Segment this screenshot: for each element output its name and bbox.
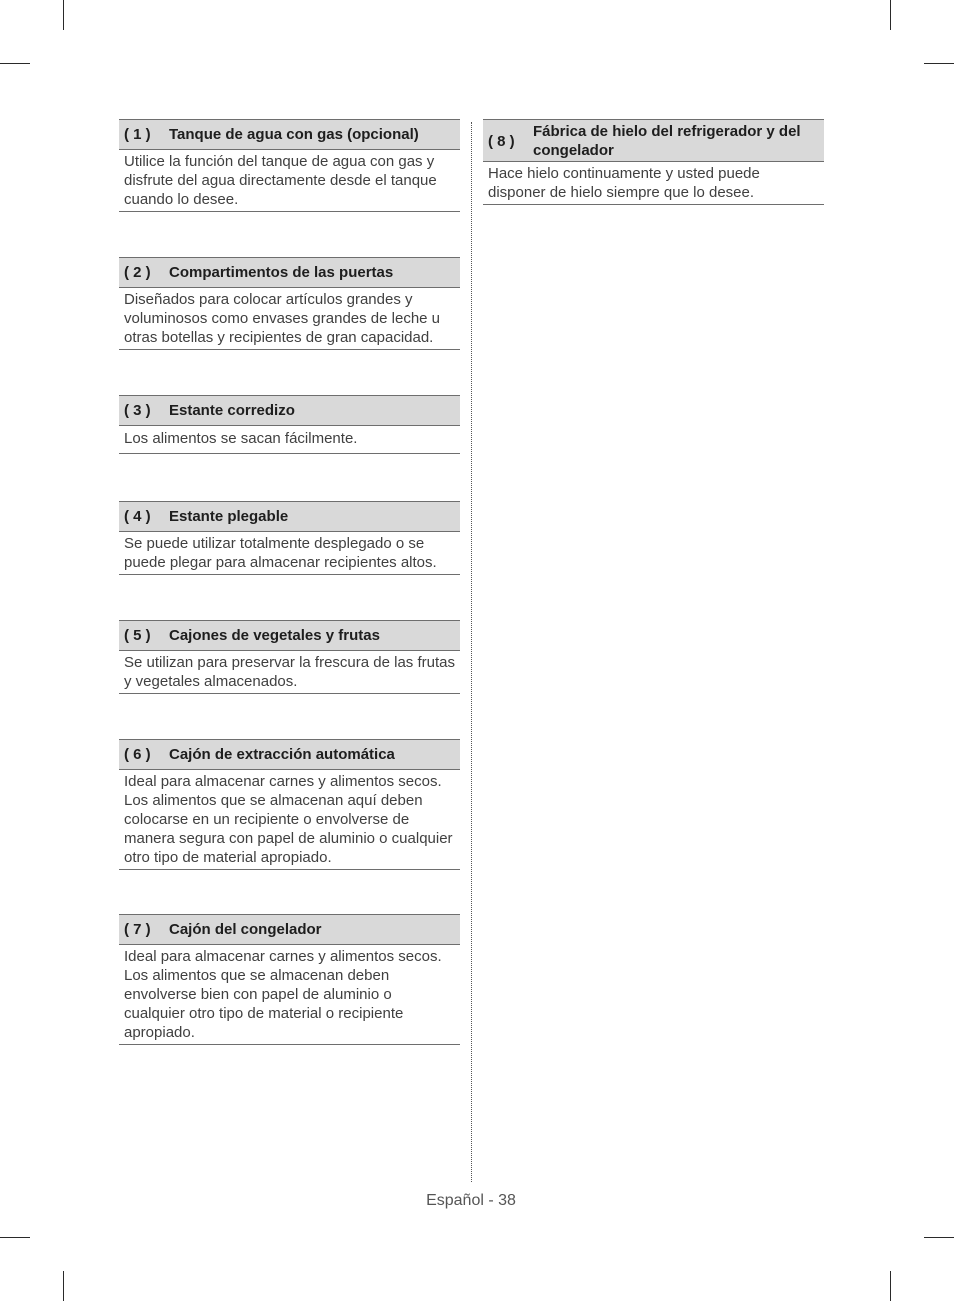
section-body: Los alimentos se sacan fácilmente. — [119, 426, 460, 454]
section-4 — [119, 501, 460, 575]
section-number: ( 3 ) — [124, 402, 151, 419]
section-number: ( 5 ) — [124, 627, 151, 644]
section-8 — [483, 119, 824, 205]
section-number: ( 8 ) — [488, 132, 515, 150]
section-1 — [119, 119, 460, 212]
crop-mark — [924, 63, 954, 64]
section-title: Cajón de extracción automática — [169, 746, 395, 763]
crop-mark — [63, 1271, 64, 1301]
section-7 — [119, 914, 460, 1045]
section-body: Se utilizan para preservar la frescura de las frutas y vegetales almacenados. — [119, 651, 460, 694]
section-title: Fábrica de hielo del refrigerador y del congelador — [533, 123, 801, 159]
section-header — [119, 501, 460, 532]
crop-mark — [0, 63, 30, 64]
section-title: Cajón del congelador — [169, 921, 322, 938]
page-footer — [0, 1191, 954, 1211]
crop-mark — [0, 1237, 30, 1238]
section-number: ( 4 ) — [124, 508, 151, 525]
section-title: Estante corredizo — [169, 402, 295, 419]
crop-mark — [890, 1271, 891, 1301]
page-number: Español - 38 — [426, 1192, 516, 1209]
crop-mark — [924, 1237, 954, 1238]
section-header — [119, 914, 460, 945]
section-number: ( 7 ) — [124, 921, 151, 938]
section-body: Ideal para almacenar carnes y alimentos secos. Los alimentos que se almacenan deben envolverse bien con papel de aluminio o cualquier otro tipo de material o recipiente apropiado. — [119, 945, 460, 1045]
section-number: ( 6 ) — [124, 746, 151, 763]
section-header — [119, 257, 460, 288]
section-number: ( 1 ) — [124, 126, 151, 143]
section-title: Estante plegable — [169, 508, 289, 525]
section-6 — [119, 739, 460, 870]
section-number: ( 2 ) — [124, 264, 151, 281]
section-title: Cajones de vegetales y frutas — [169, 627, 380, 644]
section-header — [119, 739, 460, 770]
column-divider — [471, 122, 472, 1182]
section-body: Utilice la función del tanque de agua con gas y disfrute del agua directamente desde el tanque cuando lo desee. — [119, 150, 460, 212]
crop-mark — [63, 0, 64, 30]
section-5 — [119, 620, 460, 694]
section-body: Diseñados para colocar artículos grandes y voluminosos como envases grandes de leche u otras botellas y recipientes de gran capacidad. — [119, 288, 460, 350]
section-title: Tanque de agua con gas (opcional) — [169, 126, 419, 143]
section-header — [119, 395, 460, 426]
section-body: Ideal para almacenar carnes y alimentos secos. Los alimentos que se almacenan aquí deben colocarse en un recipiente o envolverse de manera segura con papel de aluminio o cualquier otro tipo de material apropiado. — [119, 770, 460, 870]
section-body: Hace hielo continuamente y usted puede disponer de hielo siempre que lo desee. — [483, 162, 824, 205]
section-header — [483, 119, 824, 162]
section-header — [119, 620, 460, 651]
section-2 — [119, 257, 460, 350]
crop-mark — [890, 0, 891, 30]
section-3 — [119, 395, 460, 454]
section-title: Compartimentos de las puertas — [169, 264, 394, 281]
section-header — [119, 119, 460, 150]
section-body: Se puede utilizar totalmente desplegado o se puede plegar para almacenar recipientes altos. — [119, 532, 460, 575]
